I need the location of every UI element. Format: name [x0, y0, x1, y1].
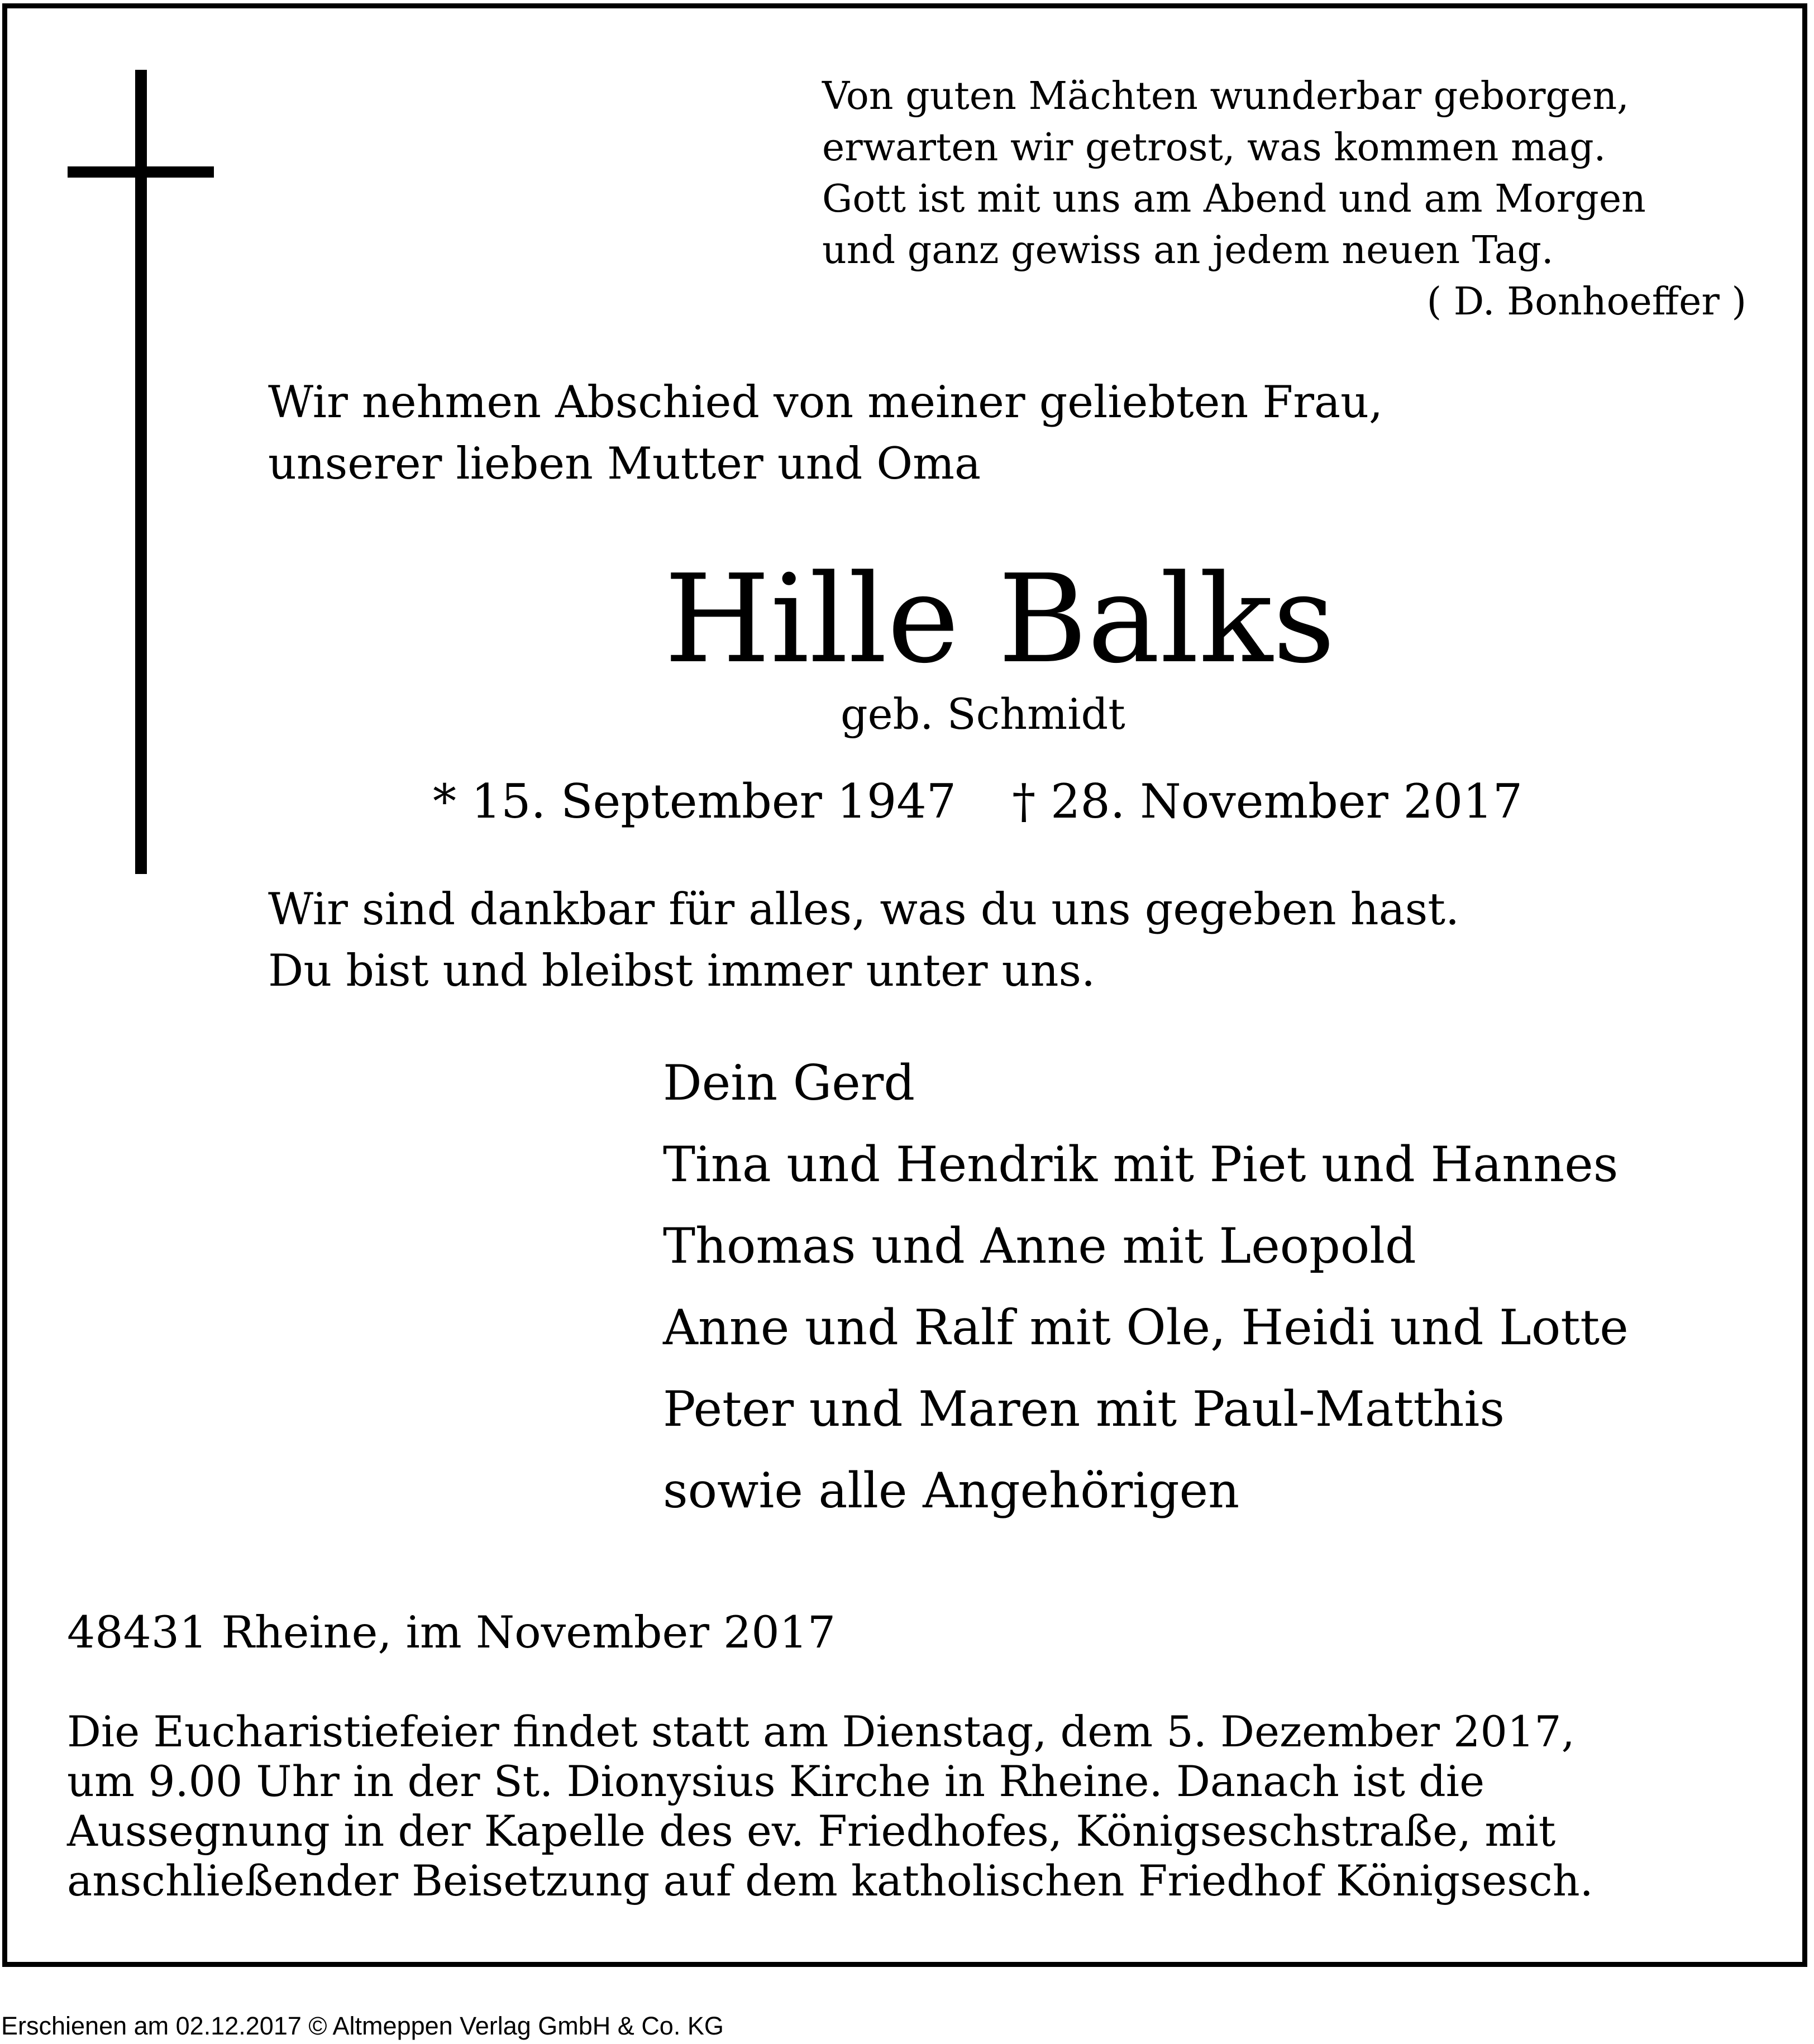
death-date: † 28. November 2017	[1012, 774, 1523, 829]
mourner-entry: Thomas und Anne mit Leopold	[663, 1217, 1416, 1274]
mourner-entry: Peter und Maren mit Paul-Matthis	[663, 1381, 1505, 1438]
birth-date: * 15. September 1947	[433, 774, 957, 829]
quote-line: und ganz gewiss an jedem neuen Tag.	[822, 228, 1554, 273]
mourner-entry: sowie alle Angehörigen	[663, 1462, 1240, 1519]
gratitude-line: Wir sind dankbar für alles, was du uns gegeben hast.	[268, 883, 1460, 935]
intro-line: unserer lieben Mutter und Oma	[268, 438, 981, 489]
gratitude-text	[268, 878, 1459, 1001]
service-line: Die Eucharistiefeier findet statt am Dienstag, dem 5. Dezember 2017,	[67, 1707, 1575, 1756]
intro-line: Wir nehmen Abschied von meiner geliebten Frau,	[268, 376, 1383, 428]
funeral-service-info	[67, 1707, 1593, 1905]
place-and-date: 48431 Rheine, im November 2017	[67, 1607, 836, 1658]
quote-line: Gott ist mit uns am Abend und am Morgen	[822, 177, 1646, 221]
bonhoeffer-quote	[822, 71, 1766, 328]
quote-line: erwarten wir getrost, was kommen mag.	[822, 126, 1606, 170]
service-line: Aussegnung in der Kapelle des ev. Friedhofes, Königseschstraße, mit	[67, 1806, 1556, 1856]
cross-horizontal-beam	[68, 166, 214, 178]
maiden-name: geb. Schmidt	[841, 689, 1125, 739]
service-line: anschließender Beisetzung auf dem katholischen Friedhof Königsesch.	[67, 1856, 1593, 1905]
gratitude-line: Du bist und bleibst immer unter uns.	[268, 945, 1096, 996]
quote-author: ( D. Bonhoeffer )	[1426, 280, 1746, 324]
service-line: um 9.00 Uhr in der St. Dionysius Kirche in Rheine. Danach ist die	[67, 1756, 1485, 1806]
mourner-entry: Dein Gerd	[663, 1054, 915, 1111]
farewell-intro	[268, 371, 1383, 494]
cross-icon	[68, 70, 146, 874]
deceased-name: Hille Balks	[664, 549, 1335, 690]
mourner-entry: Tina und Hendrik mit Piet und Hannes	[663, 1136, 1619, 1193]
cross-vertical-beam	[135, 70, 147, 874]
quote-line: Von guten Mächten wunderbar geborgen,	[822, 74, 1629, 118]
publication-footer: Erschienen am 02.12.2017 © Altmeppen Verlag GmbH & Co. KG	[1, 2012, 724, 2040]
mourners-list	[663, 1042, 1629, 1531]
life-dates	[433, 771, 1522, 832]
mourner-entry: Anne und Ralf mit Ole, Heidi und Lotte	[663, 1299, 1629, 1356]
